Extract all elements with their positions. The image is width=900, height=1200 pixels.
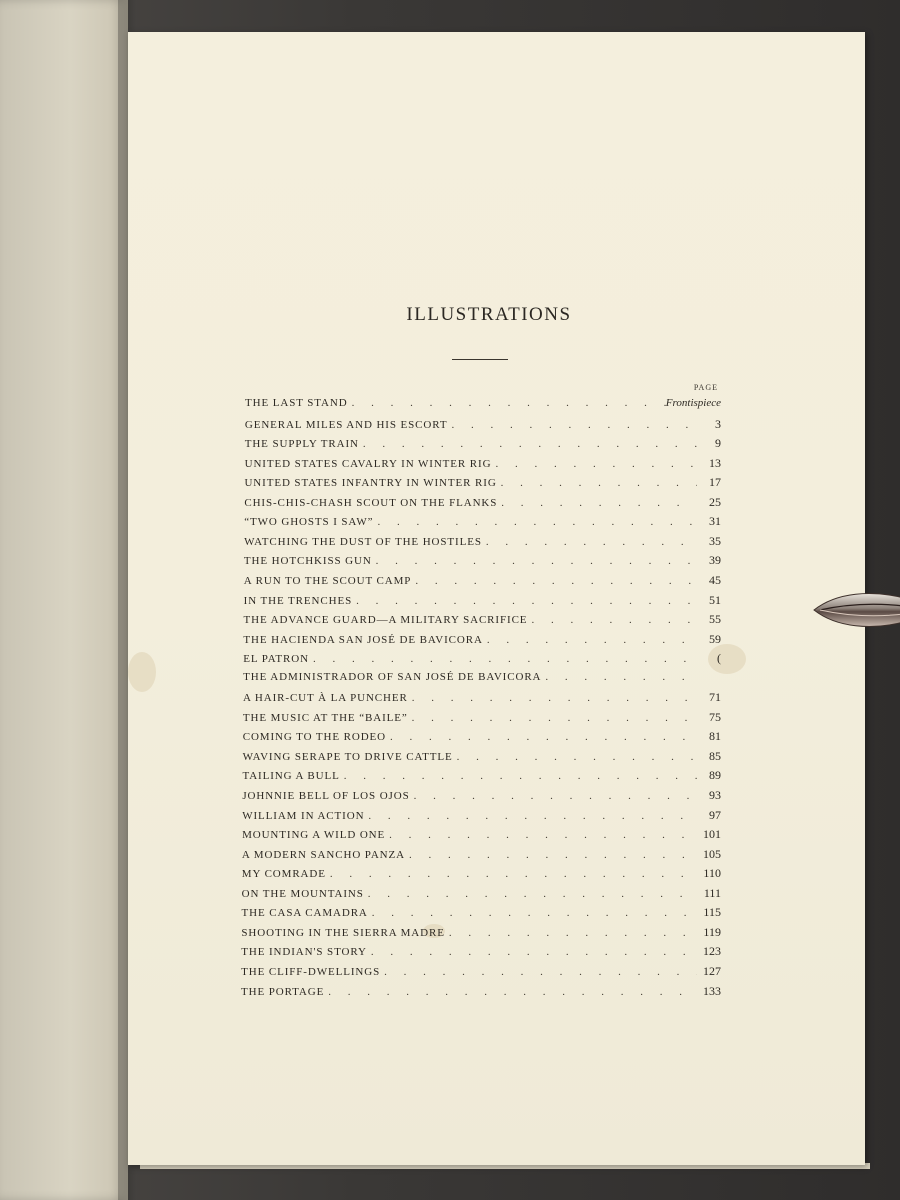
entry-page-number: 25 (708, 494, 721, 509)
entry-title: THE CLIFF-DWELLINGS (241, 965, 381, 978)
entry-page-number: 35 (708, 533, 721, 548)
entry-title: GENERAL MILES AND HIS ESCORT (244, 418, 448, 431)
dot-leader (348, 397, 666, 409)
entry-page-number: 55 (708, 612, 721, 627)
dot-leader (527, 614, 697, 626)
dot-leader (324, 986, 697, 998)
entry-page-number: 9 (714, 436, 721, 451)
illustration-entry (245, 397, 721, 416)
dot-leader (408, 692, 697, 704)
illustration-entry (244, 553, 721, 572)
illustration-entry (244, 495, 721, 514)
left-page (0, 0, 128, 1200)
entry-title: THE HACIENDA SAN JOSÉ DE BAVICORA (243, 633, 483, 646)
dot-leader (410, 790, 697, 802)
dot-leader (359, 438, 697, 450)
entry-title: JOHNNIE BELL OF LOS OJOS (242, 790, 410, 802)
entry-page-number: 123 (702, 944, 721, 959)
illustration-entry (244, 612, 721, 631)
illustration-entry (242, 847, 721, 866)
entry-title: IN THE TRENCHES (243, 594, 353, 607)
illustration-entry (242, 827, 721, 846)
entry-page-number: 45 (708, 572, 721, 587)
entry-title: COMING TO THE RODEO (242, 731, 387, 744)
entry-title: THE ADMINISTRADOR OF SAN JOSÉ DE BAVICORA (243, 670, 542, 683)
dot-leader (367, 946, 697, 958)
entry-title: THE INDIAN'S STORY (241, 946, 367, 959)
entry-page-number: 85 (708, 748, 721, 763)
entry-title: THE HOTCHKISS GUN (243, 555, 372, 568)
entry-page-number: 81 (708, 729, 721, 744)
illustration-entry (242, 788, 721, 807)
illustration-entry (242, 866, 721, 885)
dot-leader (372, 555, 697, 567)
entry-page-number: 71 (709, 690, 721, 705)
illustration-entry (243, 749, 721, 768)
entry-title: THE CASA CAMADRA (241, 907, 368, 920)
entry-page-number: 13 (708, 455, 721, 470)
entry-title: “TWO GHOSTS I SAW” (244, 516, 374, 529)
illustration-entry (244, 514, 721, 533)
illustration-entry (242, 886, 721, 905)
entry-page-number: 97 (708, 807, 721, 822)
dot-leader (411, 575, 697, 587)
entry-page-number: 119 (703, 924, 721, 939)
dot-leader (364, 810, 697, 822)
illustration-entry (245, 417, 721, 436)
entry-page-number: 31 (708, 514, 721, 529)
illustration-entry (241, 964, 721, 983)
illustration-entry (243, 710, 721, 729)
entry-page-number: 17 (708, 475, 721, 490)
illustration-entry (244, 475, 721, 494)
dot-leader (373, 516, 697, 528)
entry-title: MOUNTING A WILD ONE (242, 829, 386, 842)
entry-page-number: 110 (703, 866, 721, 881)
illustration-entry (242, 905, 721, 924)
dot-leader (483, 634, 697, 646)
right-page (128, 32, 865, 1165)
entry-title: UNITED STATES CAVALRY IN WINTER RIG (244, 457, 492, 470)
entry-page-number: Frontispiece (665, 397, 721, 409)
illustration-entry (243, 671, 721, 690)
dot-leader (482, 536, 697, 548)
entry-title: MY COMRADE (241, 868, 326, 881)
entry-title: ON THE MOUNTAINS (241, 887, 364, 900)
dot-leader (385, 829, 697, 841)
entry-title: CHIS-CHIS-CHASH SCOUT ON THE FLANKS (244, 496, 498, 509)
entry-title: THE MUSIC AT THE “BAILE” (242, 711, 408, 724)
illustration-entry (244, 573, 721, 592)
dot-leader (541, 671, 697, 683)
dot-leader (368, 907, 697, 919)
dot-leader (352, 595, 697, 607)
entry-page-number: ( (716, 651, 721, 666)
dot-leader (447, 419, 697, 431)
entry-page-number: 39 (708, 553, 721, 568)
entry-title: THE ADVANCE GUARD—A MILITARY SACRIFICE (243, 614, 528, 627)
entry-title: EL PATRON (243, 653, 309, 666)
illustration-entry (243, 729, 721, 748)
entry-page-number: 89 (708, 768, 721, 783)
entry-title: SHOOTING IN THE SIERRA MADRE (241, 926, 445, 939)
illustration-entry (244, 534, 721, 553)
dot-leader (445, 927, 697, 939)
dot-leader (386, 731, 697, 743)
entry-title: A MODERN SANCHO PANZA (241, 848, 405, 861)
illustration-entry (242, 768, 721, 787)
entry-page-number: 3 (714, 416, 721, 431)
entry-title: A RUN TO THE SCOUT CAMP (243, 574, 412, 587)
dot-leader (497, 477, 697, 489)
entry-title: THE LAST STAND (245, 397, 348, 409)
dot-leader (408, 712, 697, 724)
illustration-entry (243, 690, 721, 709)
title-rule (452, 359, 508, 360)
entry-title: WATCHING THE DUST OF THE HOSTILES (244, 535, 482, 548)
entry-title: WILLIAM IN ACTION (242, 809, 365, 822)
dot-leader (453, 751, 697, 763)
dot-leader (309, 653, 697, 665)
entry-title: A HAIR-CUT À LA PUNCHER (243, 692, 408, 705)
dot-leader (497, 497, 697, 509)
foxing-stain (128, 652, 156, 692)
entry-title: WAVING SERAPE TO DRIVE CATTLE (242, 750, 453, 763)
entry-title: THE SUPPLY TRAIN (244, 438, 359, 451)
entry-page-number: 105 (702, 846, 721, 861)
illustration-entry (241, 944, 721, 963)
page-column-header: PAGE (693, 383, 718, 392)
metal-pointer-icon (812, 588, 900, 632)
entry-page-number: 127 (702, 963, 721, 978)
entry-page-number: 115 (703, 905, 721, 920)
dot-leader (405, 849, 697, 861)
dot-leader (326, 868, 697, 880)
entry-title: THE PORTAGE (241, 985, 325, 998)
entry-page-number: 51 (708, 592, 721, 607)
entry-page-number: 75 (708, 709, 721, 724)
illustration-entry (244, 593, 721, 612)
entry-title: TAILING A BULL (242, 770, 340, 783)
entry-page-number: 133 (703, 983, 721, 998)
dot-leader (364, 888, 697, 900)
entry-page-number: 93 (708, 788, 721, 802)
dot-leader (380, 966, 697, 978)
dot-leader (340, 770, 697, 782)
illustration-entry (241, 984, 721, 1003)
illustration-entry (243, 651, 721, 670)
illustration-entry (241, 925, 721, 944)
entry-title: UNITED STATES INFANTRY IN WINTER RIG (244, 477, 497, 490)
entry-page-number: 101 (702, 827, 721, 842)
illustration-entry (245, 456, 721, 475)
illustration-entry (245, 436, 721, 455)
illustration-entry (243, 632, 721, 651)
page-title: ILLUSTRATIONS (406, 304, 572, 325)
entry-page-number: 59 (708, 631, 721, 646)
entry-page-number: 111 (703, 885, 721, 900)
dot-leader (491, 458, 697, 470)
illustration-entry (242, 808, 721, 827)
